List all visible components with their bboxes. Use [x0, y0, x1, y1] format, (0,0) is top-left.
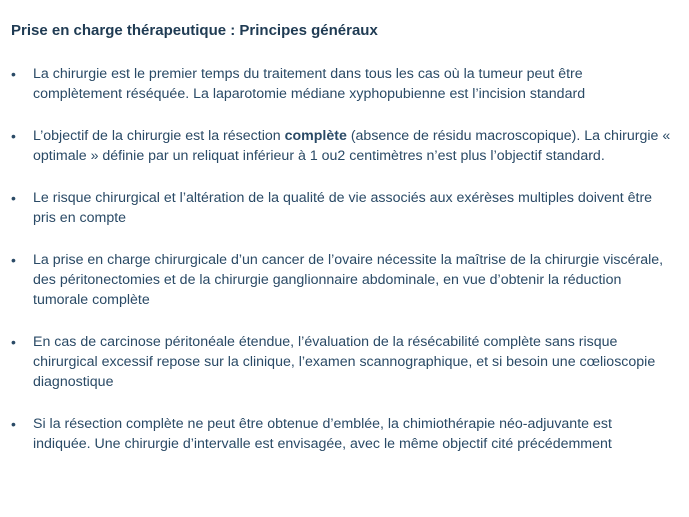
- bullet-text: La prise en charge chirurgicale d’un cancer de l’ovaire nécessite la maîtrise de la chirurgie viscérale, des péritonectomies et de la chirurgie ganglionnaire abdominale, en vue d’obtenir la réduction tumorale complète: [33, 252, 664, 308]
- bullet-icon: •: [11, 128, 16, 144]
- bullet-text-after: (absence de résidu macroscopique). La chirurgie « optimale » définie par un reliquat inférieur à 1 ou2 centimètres n’est plus l’objectif standard.: [33, 128, 671, 164]
- bullet-icon: •: [11, 66, 16, 82]
- slide-title: Prise en charge thérapeutique : Principes généraux: [11, 22, 378, 39]
- bullet-list: [11, 64, 671, 454]
- bullet-icon: •: [11, 252, 16, 268]
- bullet-item-5: [11, 332, 671, 392]
- bullet-text: Le risque chirurgical et l’altération de la qualité de vie associés aux exérèses multiples doivent être pris en compte: [33, 190, 653, 226]
- bullet-item-1: [11, 64, 671, 104]
- bullet-text-emphasis: complète: [284, 128, 347, 144]
- bullet-item-6: [11, 414, 671, 454]
- bullet-icon: •: [11, 190, 16, 206]
- bullet-icon: •: [11, 334, 16, 350]
- bullet-icon: •: [11, 416, 16, 432]
- bullet-text-before: L’objectif de la chirurgie est la résection: [33, 128, 285, 144]
- bullet-text: Si la résection complète ne peut être obtenue d’emblée, la chimiothérapie néo-adjuvante est indiquée. Une chirurgie d’intervalle est envisagée, avec le même objectif cité précédemment: [33, 416, 612, 452]
- bullet-item-3: [11, 188, 671, 228]
- bullet-text: La chirurgie est le premier temps du traitement dans tous les cas où la tumeur peut être complètement réséquée. La laparotomie médiane xyphopubienne est l’incision standard: [33, 66, 586, 102]
- bullet-text: En cas de carcinose péritonéale étendue, l’évaluation de la résécabilité complète sans risque chirurgical excessif repose sur la clinique, l’examen scannographique, et si besoin une cœlioscopie diagnostique: [33, 334, 656, 390]
- bullet-item-2: [11, 126, 671, 166]
- bullet-item-4: [11, 250, 671, 310]
